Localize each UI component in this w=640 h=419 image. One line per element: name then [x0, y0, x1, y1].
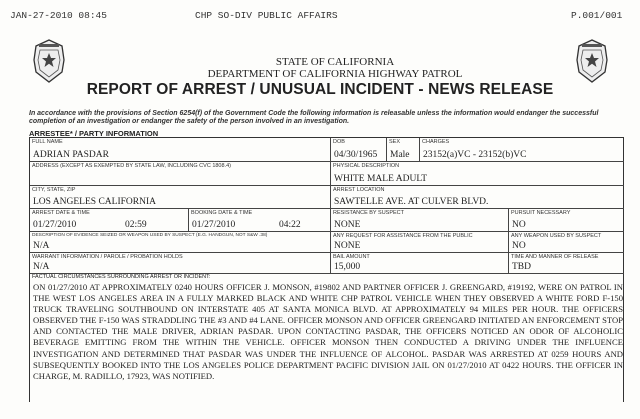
- physical-description-value: WHITE MALE ADULT: [334, 174, 428, 184]
- arrest-form: [29, 137, 624, 402]
- assistance-value: NONE: [334, 241, 361, 251]
- weapon-description-cell: [30, 232, 331, 253]
- city-state-zip-cell: [30, 186, 331, 209]
- dob-label: DOB: [333, 139, 345, 145]
- physical-description-cell: [331, 162, 624, 186]
- weapon-description-label: DESCRIPTION OF EVIDENCE SEIZED OR WEAPON USED BY SUSPECT (E.G. HANDGUN, NOT S&W .38): [32, 233, 268, 238]
- dob-value: 04/30/1965: [334, 150, 378, 160]
- release-cell: [509, 253, 624, 274]
- sex-cell: [387, 138, 420, 162]
- bail-cell: [331, 253, 509, 274]
- narrative-label: FACTUAL CIRCUMSTANCES SURROUNDING ARREST OR INCIDENT:: [32, 274, 211, 280]
- bail-label: BAIL AMOUNT: [333, 254, 370, 260]
- resistance-cell: [331, 209, 509, 232]
- booking-date-cell: [189, 209, 331, 232]
- fax-page-number: P.001/001: [571, 10, 623, 21]
- narrative-text: ON 01/27/2010 AT APPROXIMATELY 0240 HOURS OFFICER J. MONSON, #19802 AND PARTNER OFFICER J. GREENGARD, #19192, WERE ON PATROL IN THE WEST LOS ANGELES AREA IN A FULLY MARKED BLACK AND WHITE CHP PATROL VEHICLE WHEN THEY OBSERVED A WHITE FORD F-150 TRUCK TRAVELING SOUTHBOUND ON INTERSTATE 405 AT SANTA MONICA BLVD. AT APPROXIMATELY 94 MILES PER HOUR. THE OFFICERS OBSERVED THE F-150 WAS STRADDLING THE #3 AND #4 LANE. OFFICER MONSON AND OFFICER GREENGARD INITIATED AN ENFORCEMENT STOP AND CONTACTED THE MALE DRIVER, ADRIAN PASDAR. UPON CONTACTING PASDAR, THE OFFICERS NOTICED AN ODOR OF ALCOHOLIC BEVERAGE EMITTING FROM THE WITHIN THE VEHICLE. OFFICER MONSON THEN CONDUCTED A DRIVING UNDER THE INFLUENCE INVESTIGATION AND DETERMINED THAT PASDAR WAS UNDER THE INFLUENCE OF ALCOHOL. PASDAR WAS ARRESTED AT 0259 HOURS AND SUBSEQUENTLY BOOKED INTO THE LOS ANGELES POLICE DEPARTMENT PACIFIC DIVISION JAIL ON 01/27/2010 AT 0422 HOURS. THE OFFICER IN CHARGE, M. RADILLO, 17923, WAS NOTIFIED.: [33, 282, 623, 381]
- full-name-label: FULL NAME: [32, 139, 63, 145]
- address-label: ADDRESS (EXCEPT AS EXEMPTED BY STATE LAW, INCLUDING CVC 1808.4): [32, 163, 231, 169]
- section-title: ARRESTEE* / PARTY INFORMATION: [29, 129, 159, 138]
- arrest-location-value: SAWTELLE AVE. AT CULVER BLVD.: [334, 197, 489, 207]
- resistance-label: RESISTANCE BY SUSPECT: [333, 210, 405, 216]
- resistance-value: NONE: [334, 220, 361, 230]
- city-state-zip-label: CITY, STATE, ZIP: [32, 187, 76, 193]
- weapon-used-label: ANY WEAPON USED BY SUSPECT: [511, 233, 602, 239]
- weapon-description-value: N/A: [33, 241, 50, 251]
- arrest-date-value: 01/27/2010: [33, 220, 77, 230]
- sex-value: Male: [390, 150, 410, 160]
- weapon-used-value: NO: [512, 241, 526, 251]
- warrant-value: N/A: [33, 262, 50, 272]
- sex-label: SEX: [389, 139, 401, 145]
- charges-label: CHARGES: [422, 139, 450, 145]
- arrest-time-value: 02:59: [125, 220, 147, 230]
- arrest-date-label: ARREST DATE & TIME: [32, 210, 90, 216]
- report-title: REPORT OF ARREST / UNUSUAL INCIDENT - NEWS RELEASE: [86, 81, 554, 98]
- warrant-cell: [30, 253, 331, 274]
- release-label: TIME AND MANNER OF RELEASE: [511, 254, 599, 260]
- booking-date-label: BOOKING DATE & TIME: [191, 210, 253, 216]
- charges-cell: [420, 138, 624, 162]
- release-value: TBD: [512, 262, 531, 272]
- booking-date-value: 01/27/2010: [192, 220, 236, 230]
- department-title: DEPARTMENT OF CALIFORNIA HIGHWAY PATROL: [207, 68, 463, 80]
- arrest-location-label: ARREST LOCATION: [333, 187, 385, 193]
- booking-time-value: 04:22: [279, 220, 301, 230]
- city-state-zip-value: LOS ANGELES CALIFORNIA: [33, 197, 156, 207]
- assistance-label: ANY REQUEST FOR ASSISTANCE FROM THE PUBLIC: [333, 233, 473, 239]
- assistance-cell: [331, 232, 509, 253]
- fax-sender: CHP SO-DIV PUBLIC AFFAIRS: [195, 10, 338, 21]
- arrest-date-cell: [30, 209, 189, 232]
- physical-description-label: PHYSICAL DESCRIPTION: [333, 163, 400, 169]
- warrant-label: WARRANT INFORMATION / PAROLE / PROBATION HOLDS: [32, 254, 183, 260]
- pursuit-label: PURSUIT NECESSARY: [511, 210, 571, 216]
- bail-value: 15,000: [334, 262, 361, 272]
- charges-value: 23152(a)VC - 23152(b)VC: [423, 150, 527, 160]
- fax-date-time: JAN-27-2010 08:45: [10, 10, 107, 21]
- full-name-cell: [30, 138, 331, 162]
- report-titles: [60, 56, 580, 98]
- state-title: STATE OF CALIFORNIA: [275, 56, 395, 68]
- arrest-location-cell: [331, 186, 624, 209]
- fax-header: [0, 10, 640, 22]
- weapon-used-cell: [509, 232, 624, 253]
- pursuit-cell: [509, 209, 624, 232]
- pursuit-value: NO: [512, 220, 526, 230]
- dob-cell: [331, 138, 387, 162]
- full-name-value: ADRIAN PASDAR: [33, 150, 109, 160]
- address-cell: [30, 162, 331, 186]
- release-notice: In accordance with the provisions of Section 6254(f) of the Government Code the following information is releasable unless the information would endanger the successful completion of an investigation or endanger the safety of the person involved in an investigation.: [29, 110, 599, 125]
